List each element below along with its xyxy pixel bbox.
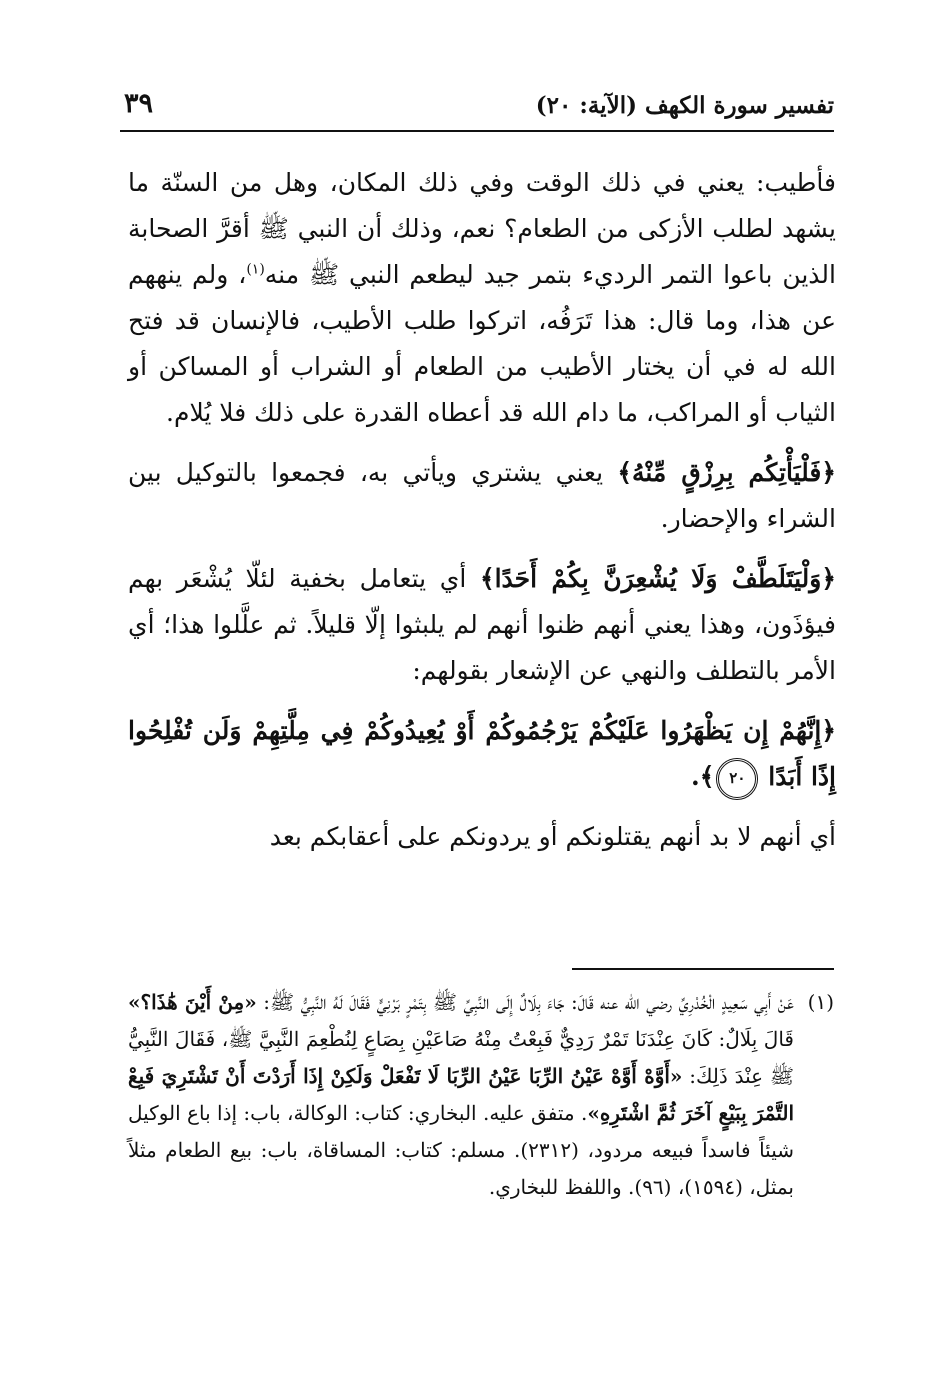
footnote-marker: (١): [807, 990, 834, 1014]
running-header-title: تفسير سورة الكهف (الآية: ٢٠): [535, 92, 834, 119]
paragraph-2-text: يعني يشتري ويأتي به، فجمعوا بالتوكيل بين الشراء والإحضار.: [128, 458, 836, 533]
paragraph-3: [128, 556, 836, 694]
paragraph-1-continuation: ، ولم ينههم عن هذا، وما قال: هذا تَرَفُه، اتركوا طلب الأطيب، فالإنسان قد فتح الله له في أن يختار الأطيب من الطعام أو الشراب أو المساكن أو الثياب أو المراكب، ما دام الله قد أعطاه القدرة على ذلك فلا يُلام.: [128, 260, 836, 427]
verse-number-ornament: ٢٠: [716, 758, 758, 800]
footnote-text-a: عَنْ أَبِي سَعِيدٍ الْخُدْرِيِّ رضي الله عنه قَالَ: جَاءَ بِلَالٌ إِلَى النَّبِيِّ ﷺ بِتَمْرٍ بَرْنِيٍّ فَقَالَ لَهُ النَّبِيُّ ﷺ:: [256, 990, 795, 1014]
paragraph-1: [128, 160, 836, 436]
page-number: ٣٩: [124, 88, 154, 119]
footnotes: [128, 984, 834, 1206]
footnote-reference[interactable]: (١): [246, 261, 265, 278]
paragraph-4: [128, 708, 836, 800]
quran-quote-3-close: ﴾.: [690, 762, 715, 791]
paragraph-3-text: أي يتعامل بخفية لئلّا يُشْعَر بهم فيؤذَون، وهذا يعني أنهم ظنوا أنهم لم يلبثوا إلّا قليلاً. ثم علَّلوا هذا؛ أي الأمر بالتطلف والنهي عن الإشعار بقولهم:: [128, 564, 836, 685]
header-rule: [120, 130, 834, 132]
paragraph-1-text: فأطيب: يعني في ذلك الوقت وفي ذلك المكان، وهل من السنّة ما يشهد لطلب الأزكى من الطعام؟ نعم، وذلك أن النبي ﷺ أقرَّ الصحابة الذين باعوا التمر الرديء بتمر جيد ليطعم النبي ﷺ منه: [128, 168, 837, 289]
footnote-text-c: . متفق عليه. البخاري: كتاب: الوكالة، باب: إذا باع الوكيل شيئاً فاسداً فبيعه مردود، (٢٣١٢). مسلم: كتاب: المساقاة، باب: بيع الطعام مثلاً بمثل، (١٥٩٤)، (٩٦). واللفظ للبخاري.: [128, 1101, 794, 1199]
quran-quote-2: ﴿وَلْيَتَلَطَّفْ وَلَا يُشْعِرَنَّ بِكُمْ أَحَدًا﴾: [479, 564, 837, 593]
quran-quote-1: ﴿فَلْيَأْتِكُم بِرِزْقٍ مِّنْهُ﴾: [617, 458, 836, 487]
quran-quote-3: ﴿إِنَّهُمْ إِن يَظْهَرُوا عَلَيْكُمْ يَرْجُمُوكُمْ أَوْ يُعِيدُوكُمْ فِي مِلَّتِهِمْ وَلَن تُفْلِحُوا إِذًا أَبَدًا: [128, 716, 836, 791]
running-header: [118, 88, 834, 128]
body-text: [128, 160, 836, 874]
footnote-separator: [572, 968, 834, 970]
footnote-text-b: قَالَ بِلَالٌ: كَانَ عِنْدَنَا تَمْرٌ رَدِيٌّ فَبِعْتُ مِنْهُ صَاعَيْنِ بِصَاعٍ لِنُطْعِمَ النَّبِيَّ ﷺ، فَقَالَ النَّبِيُّ ﷺ عِنْدَ ذَلِكَ:: [128, 1027, 794, 1088]
paragraph-5-text: أي أنهم لا بد أنهم يقتلونكم أو يردونكم على أعقابكم بعد: [269, 822, 836, 851]
footnote-1: [128, 984, 834, 1206]
paragraph-5: [128, 814, 836, 860]
hadith-quote-1: «مِنْ أَيْنَ هَٰذَا؟»: [128, 990, 257, 1014]
paragraph-2: [128, 450, 836, 542]
hadith-quote-2: «أَوَّهْ أَوَّهْ عَيْنُ الرِّبَا عَيْنُ الرِّبَا لَا تَفْعَلْ وَلَكِنْ إِذَا أَرَدْتَ أَنْ تَشْتَرِيَ فَبِعْ التَّمْرَ بِبَيْعٍ آخَرَ ثُمَّ اشْتَرِهِ»: [128, 1064, 794, 1125]
